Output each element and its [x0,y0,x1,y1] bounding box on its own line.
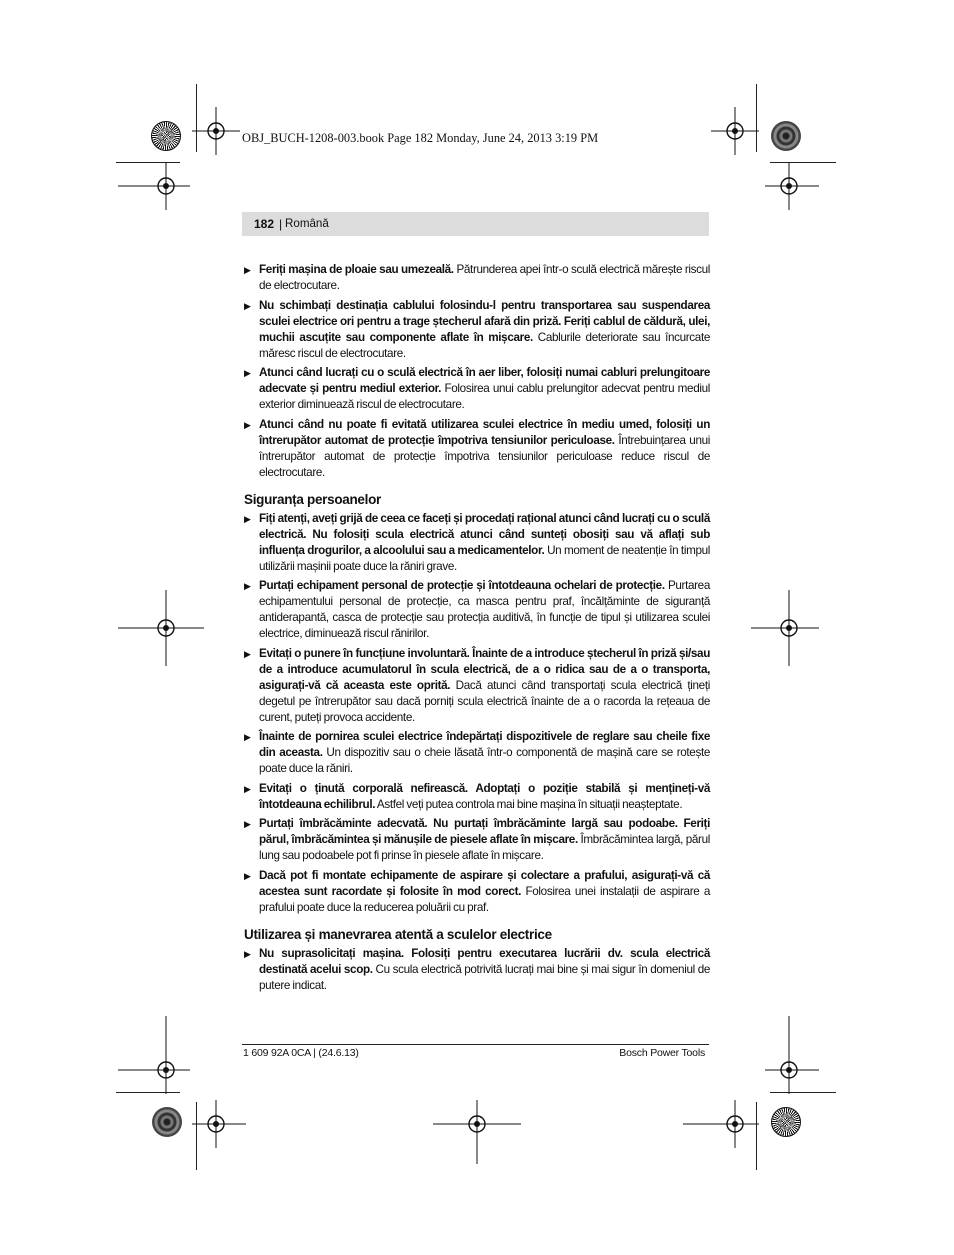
list-item: ▶ Purtați îmbrăcăminte adecvată. Nu purtați îmbrăcăminte largă sau podoabe. Feriți părul, îmbrăcămintea și mănușile de piesele aflate în mișcare. Îmbrăcămintea largă, părul lung sau podoabele pot fi prinse în piesele aflate în mișcare. [244,817,710,862]
file-info: OBJ_BUCH-1208-003.book Page 182 Monday, June 24, 2013 3:19 PM [242,131,599,145]
list-item: ▶ Purtați echipament personal de protecție și întotdeauna ochelari de protecție. Purtarea echipamentului personal de protecție, ca masca pentru praf, încălțăminte de siguranță antiderapantă, casca de protecție sau protecția auditivă, în funcție de tipul și utilizarea sculei electrice, diminuează riscul rănirilor. [244,579,710,640]
page-header [242,212,709,236]
page-content [244,262,710,997]
bullet-arrow-icon: ▶ [244,948,251,959]
bullet-arrow-icon: ▶ [244,368,251,378]
color-dial-icon [771,121,801,151]
list-item: ▶ Feriți mașina de ploaie sau umezeală. Pătrunderea apei într-o sculă electrică mărește riscul de electrocutare. [244,263,711,292]
footer-divider [242,1044,709,1045]
list-item: ▶ Nu schimbați destinația cablului folosindu-l pentru transportarea sau suspendarea sculei electrice ori pentru a trage ștecherul afară din priză. Feriți cablul de căldură, ulei, muchii ascuțite sau componente aflate în mișcare. Cablurile deteriorate sau încurcate măresc riscul de electrocutare. [244,298,710,360]
bullet-arrow-icon: ▶ [244,265,251,275]
list-item: ▶ Înainte de pornirea sculei electrice îndepărtați dispozitivele de reglare sau cheile fixe din aceasta. Un dispozitiv sau o cheie lăsată într-o componentă de mașină care se rotește poate duce la răniri. [244,730,710,775]
crop-mark [756,84,757,152]
crop-mark [770,1092,836,1093]
crop-mark [770,162,836,163]
bullet-list [244,262,710,481]
bullet-arrow-icon: ▶ [244,783,251,794]
section-heading-personal-safety: Siguranța persoanelor [244,491,381,507]
color-dial-icon [151,121,181,151]
bullet-arrow-icon: ▶ [244,648,251,659]
bullet-arrow-icon: ▶ [244,513,251,524]
bullet-arrow-icon: ▶ [244,581,251,591]
color-dial-icon [771,1107,801,1137]
bullet-arrow-icon: ▶ [244,870,251,881]
list-item: ▶ Atunci când lucrați cu o sculă electrică în aer liber, folosiți numai cabluri prelungitoare adecvate și pentru mediul exterior. Folosirea unui cablu prelungitor adecvat pentru mediul exterior diminuează riscul de electrocutare. [244,366,710,411]
list-item: ▶ Dacă pot fi montate echipamente de aspirare și colectare a prafului, asigurați-vă că acestea sunt racordate și folosite în mod corect. Folosirea unei instalații de aspirare a prafului poate duce la reducerea poluării cu praf. [244,868,710,914]
bullet-arrow-icon: ▶ [244,819,251,829]
bullet-list [244,946,710,994]
list-item: ▶ Atunci când nu poate fi evitată utilizarea sculei electrice în mediu umed, folosiți un întrerupător automat de protecție împotriva tensiunilor periculoase. Întrebuințarea unui întrerupător automat de protecție împotriva tensiunilor periculoase reduce riscul de electrocutare. [244,417,711,479]
footer-brand: Bosch Power Tools [619,1047,705,1059]
bullet-arrow-icon: ▶ [244,300,251,311]
color-dial-icon [152,1107,182,1137]
page-number: 182 [254,217,275,231]
section-heading-tool-usage: Utilizarea și manevrarea atentă a sculelor electrice [244,926,552,942]
crop-mark [196,84,197,152]
bullet-list [244,511,710,916]
list-item: ▶ Nu suprasolicitați mașina. Folosiți pentru executarea lucrării dv. scula electrică destinată acelui scop. Cu scula electrică potrivită lucrați mai bine și mai sigur în domeniul de putere indicat. [244,946,711,992]
crop-mark [196,1102,197,1170]
header-language: Română [285,217,329,230]
crop-mark [116,1092,180,1093]
crop-mark [756,1102,757,1170]
list-item: ▶ Evitați o ținută corporală nefirească. Adoptați o poziție stabilă și mențineți-vă întotdeauna echilibrul. Astfel veți putea controla mai bine mașina în situații neașteptate. [244,781,710,811]
footer-document-code: 1 609 92A 0CA | (24.6.13) [243,1047,359,1059]
list-item: ▶ Fiți atenți, aveți grijă de ceea ce faceți și procedați rațional atunci când lucrați cu o sculă electrică. Nu folosiți scula electrică atunci când sunteți obosiți sau vă aflați sub influența drogurilor, a alcoolului sau a medicamentelor. Un moment de neatenție în timpul utilizării mașinii poate duce la răniri grave. [244,511,710,573]
bullet-arrow-icon: ▶ [244,732,251,742]
crop-mark [116,162,180,163]
header-separator: | [279,217,283,231]
bullet-arrow-icon: ▶ [244,419,251,430]
list-item: ▶ Evitați o punere în funcțiune involuntară. Înainte de a introduce ștecherul în priză și/sau de a introduce acumulatorul în scula electrică, de a o ridica sau de a o transporta, asigurați-vă că aceasta este oprită. Dacă atunci când transportați scula electrică țineți degetul pe întrerupător sau dacă porniți scula electrică înainte de a o racorda la rețeaua de curent, puteți provoca accidente. [244,646,710,724]
